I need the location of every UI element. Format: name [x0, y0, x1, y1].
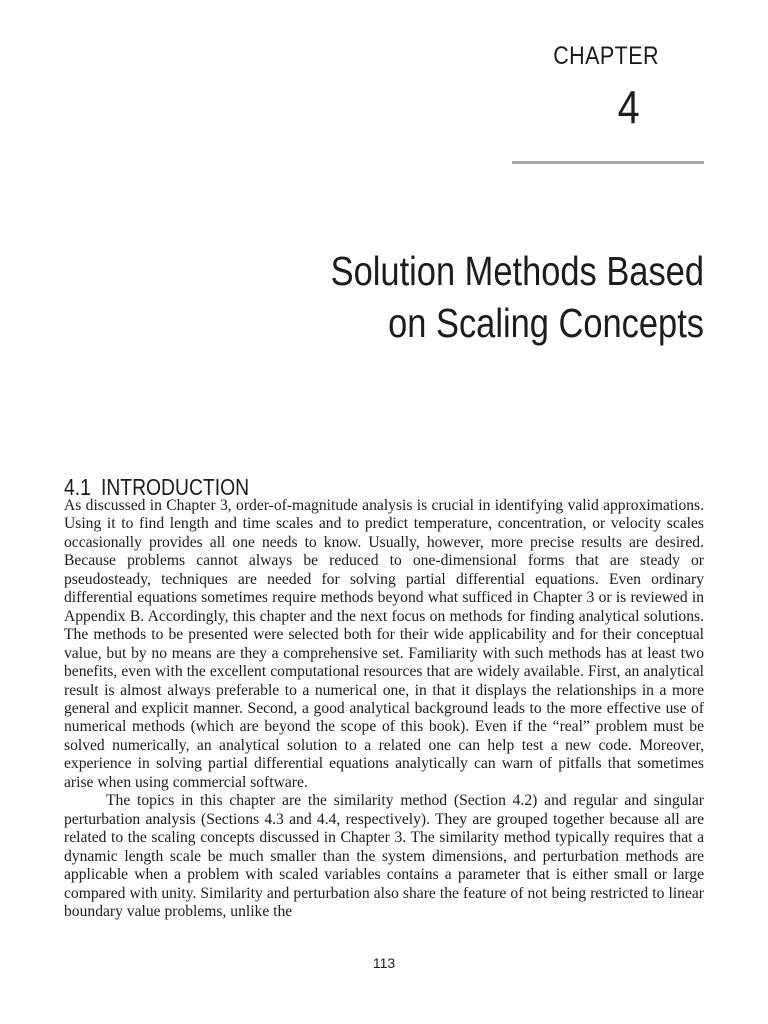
body-text: [64, 497, 704, 921]
chapter-title-line-2: on Scaling Concepts: [388, 300, 704, 346]
chapter-number: 4: [617, 81, 640, 133]
chapter-label: CHAPTER: [553, 42, 659, 70]
chapter-divider: [512, 161, 704, 164]
chapter-title: [200, 245, 704, 349]
section-number: 4.1: [64, 474, 91, 500]
paragraph-1: As discussed in Chapter 3, order-of-magnitude analysis is crucial in identifying valid approximations. Using it to find length and time scales and to predict temperature, concentration, or velocity scales occasionally provides all one needs to know. Usually, however, more precise results are desired. Because problems cannot always be reduced to one-dimensional forms that are steady or pseudosteady, techniques are needed for solving partial differential equations. Even ordinary differential equations sometimes require methods beyond what sufficed in Chapter 3 or is reviewed in Appendix B. Accordingly, this chapter and the next focus on methods for finding analytical solutions. The methods to be presented were selected both for their wide applicability and for their conceptual value, but by no means are they a comprehensive set. Familiarity with such methods has at least two benefits, even with the excellent computational resources that are widely available. First, an analytical result is almost always preferable to a numerical one, in that it displays the relationships in a more general and explicit manner. Second, a good analytical background leads to the more effective use of numerical methods (which are beyond the scope of this book). Even if the “real” problem must be solved numerically, an analytical solution to a related one can help test a new code. Moreover, experience in solving partial differential equations analytically can warn of pitfalls that sometimes arise when using commercial software.: [64, 497, 704, 791]
page-number: 113: [372, 955, 396, 971]
section-title: INTRODUCTION: [100, 474, 250, 500]
chapter-title-line-1: Solution Methods Based: [330, 248, 704, 294]
paragraph-2: The topics in this chapter are the similarity method (Section 4.2) and regular and singular perturbation analysis (Sections 4.3 and 4.4, respectively). They are grouped together because all are related to the scaling concepts discussed in Chapter 3. The similarity method typically requires that a dynamic length scale be much smaller than the system dimensions, and perturbation methods are applicable when a problem with scaled variables contains a parameter that is either small or large compared with unity. Similarity and perturbation also share the feature of not being restricted to linear boundary value problems, unlike the: [64, 792, 704, 920]
